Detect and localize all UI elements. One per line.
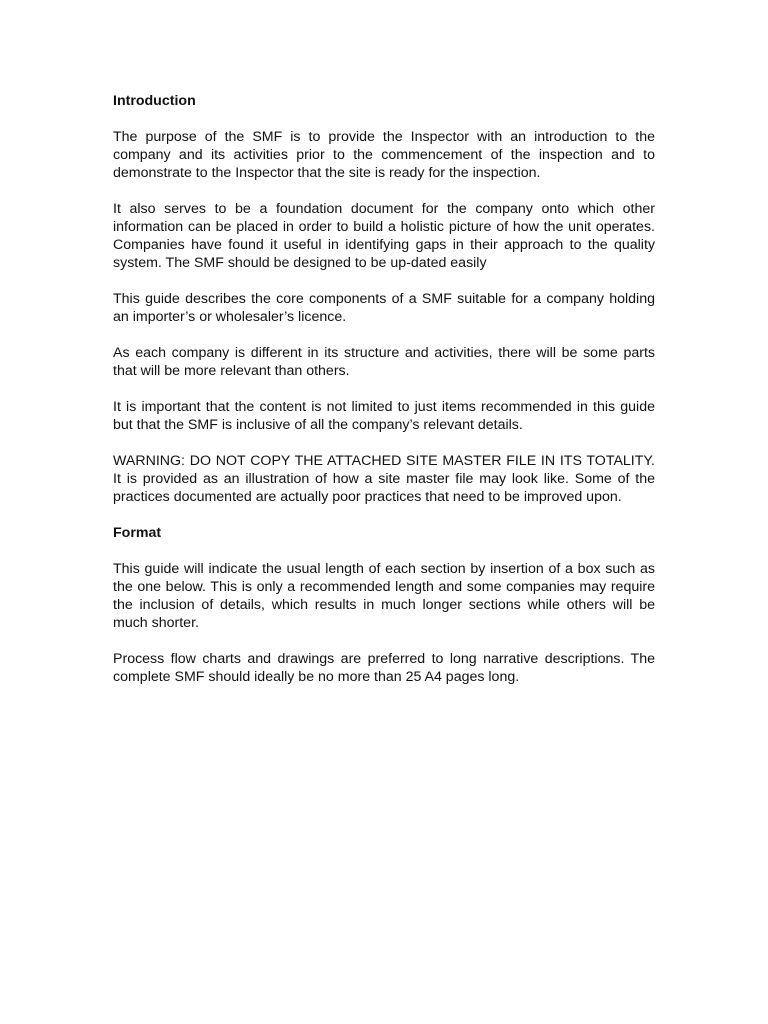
intro-paragraph-warning: WARNING: DO NOT COPY THE ATTACHED SITE MASTER FILE IN ITS TOTALITY. It is provided as an illustration of how a site master file may look like. Some of the practices documented are actually poor practices that need to be improved upon. (113, 453, 655, 505)
format-paragraph-length: This guide will indicate the usual length of each section by insertion of a box such as the one below. This is only a recommended length and some companies may require the inclusion of details, which results in much longer sections while others will be much shorter. (113, 561, 655, 631)
intro-paragraph-guide: This guide describes the core components of a SMF suitable for a company holding an importer’s or wholesaler’s licence. (113, 291, 655, 325)
document-page (113, 92, 655, 686)
introduction-heading: Introduction (113, 93, 196, 109)
format-heading: Format (113, 525, 162, 541)
intro-paragraph-foundation: It also serves to be a foundation document for the company onto which other information can be placed in order to build a holistic picture of how the unit operates. Companies have found it useful in identifying gaps in their approach to the quality system. The SMF should be designed to be up-dated easily (113, 201, 655, 271)
intro-paragraph-purpose: The purpose of the SMF is to provide the Inspector with an introduction to the company and its activities prior to the commencement of the inspection and to demonstrate to the Inspector that the site is ready for the inspection. (113, 129, 655, 181)
format-paragraph-flowcharts: Process flow charts and drawings are preferred to long narrative descriptions. The complete SMF should ideally be no more than 25 A4 pages long. (113, 651, 655, 685)
intro-paragraph-different: As each company is different in its structure and activities, there will be some parts that will be more relevant than others. (113, 345, 655, 379)
intro-paragraph-important: It is important that the content is not limited to just items recommended in this guide but that the SMF is inclusive of all the company’s relevant details. (113, 399, 655, 433)
